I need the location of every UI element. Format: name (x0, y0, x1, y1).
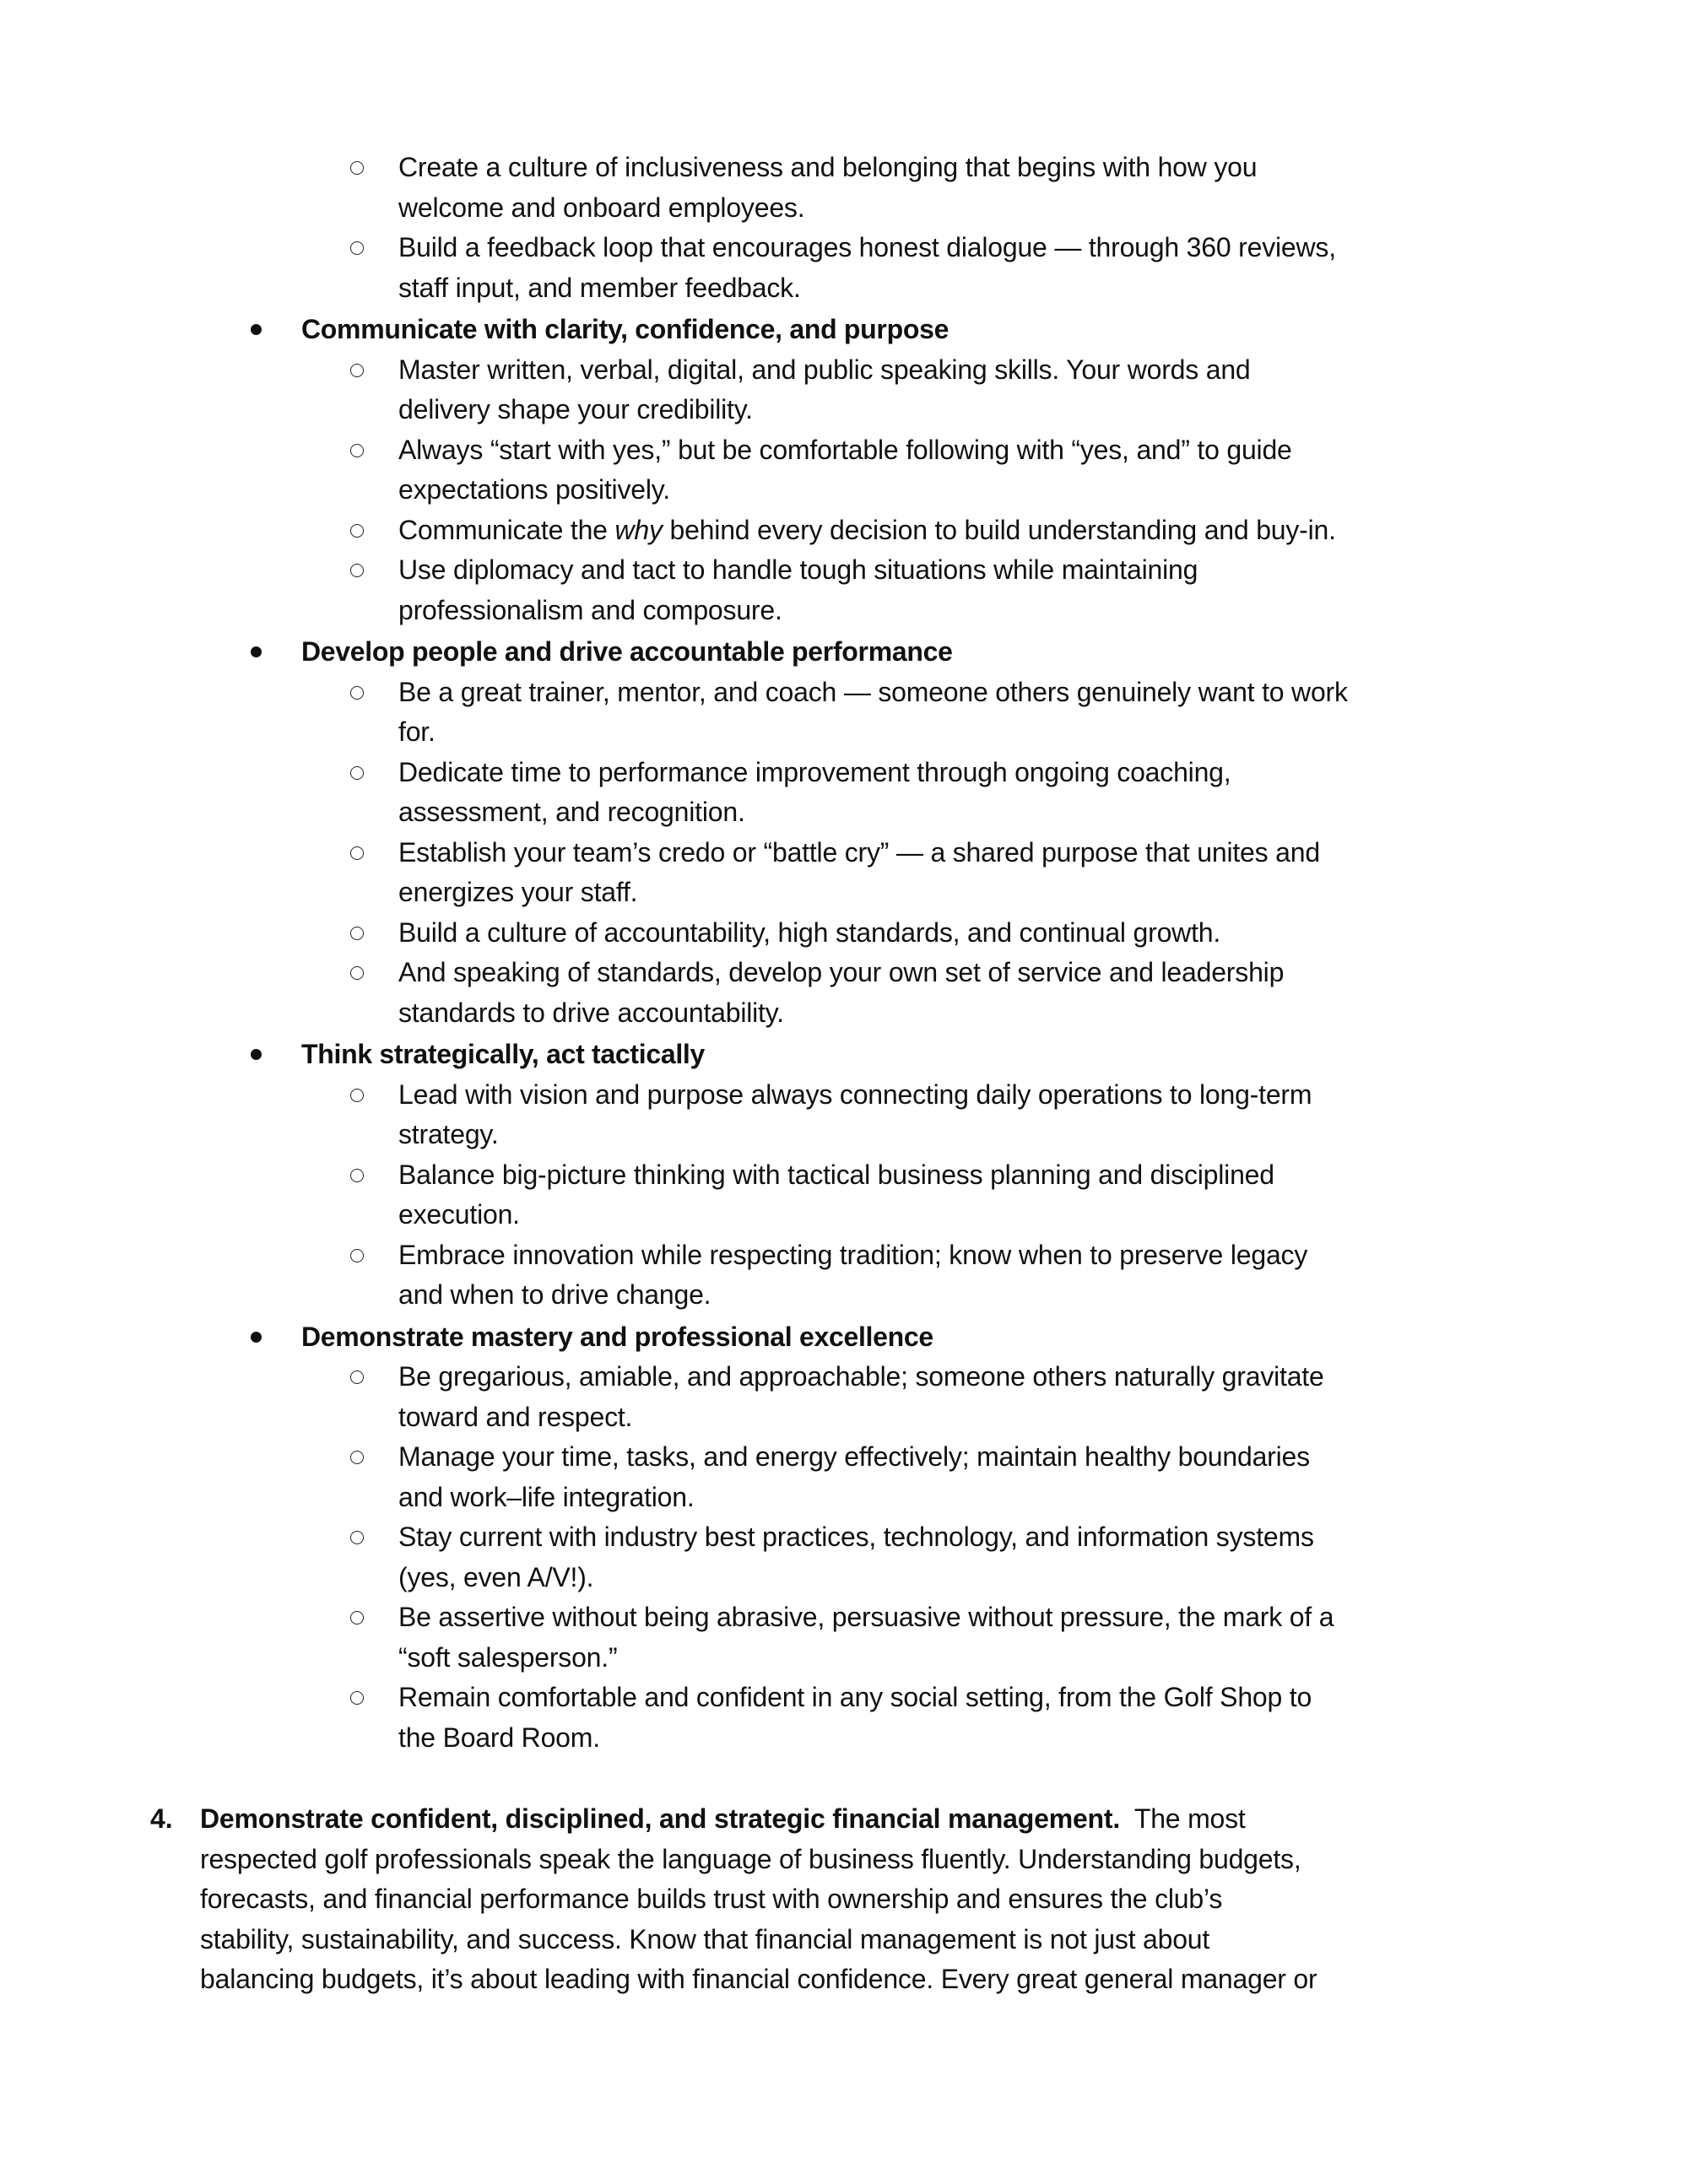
hollow-circle-bullet-icon (350, 686, 364, 700)
list-item-text: Be gregarious, amiable, and approachable; someone others naturally gravitate (398, 1361, 1324, 1392)
paragraph-line: respected golf professionals speak the language of business fluently. Understanding budgets, (200, 1843, 1301, 1874)
hollow-circle-bullet-icon (350, 444, 364, 457)
numbered-item-first-line (0, 1799, 1688, 1840)
list-item-text: Create a culture of inclusiveness and belonging that begins with how you (398, 152, 1258, 182)
list-item-text: Use diplomacy and tact to handle tough situations while maintaining (398, 554, 1198, 585)
list-item-text: for. (398, 716, 436, 747)
list-item-text: Manage your time, tasks, and energy effectively; maintain healthy boundaries (398, 1441, 1310, 1472)
list-item (0, 673, 1688, 753)
hollow-circle-bullet-icon (350, 524, 364, 538)
list-item-text: Balance big-picture thinking with tactical business planning and disciplined (398, 1159, 1274, 1190)
text-run: Communicate the (398, 514, 615, 545)
hollow-circle-bullet-icon (350, 564, 364, 577)
list-item (0, 511, 1688, 551)
list-item (0, 228, 1688, 308)
numbered-item-financial-management (0, 1799, 1688, 2000)
list-item-text: toward and respect. (398, 1401, 633, 1432)
hollow-circle-bullet-icon (350, 846, 364, 860)
list-item-text: Stay current with industry best practices, technology, and information systems (398, 1522, 1314, 1552)
emphasis-why: why (614, 514, 663, 545)
list-item (0, 1437, 1688, 1517)
hollow-circle-bullet-icon (350, 1169, 364, 1182)
list-item (0, 350, 1688, 430)
list-item (0, 1075, 1688, 1155)
section-develop-people (0, 632, 1688, 1033)
list-item-text: and work–life integration. (398, 1481, 695, 1512)
hollow-circle-bullet-icon (350, 1089, 364, 1102)
list-item-text: Be a great trainer, mentor, and coach — someone others genuinely want to work (398, 676, 1348, 707)
bold-lead: Demonstrate confident, disciplined, and strategic financial management. (200, 1803, 1121, 1834)
list-item (0, 1235, 1688, 1316)
paragraph-line: stability, sustainability, and success. Know that financial management is not just about (200, 1923, 1210, 1954)
list-item-text: energizes your staff. (398, 877, 638, 907)
hollow-circle-bullet-icon (350, 364, 364, 377)
list-item-text: Establish your team’s credo or “battle cry” — a shared purpose that unites and (398, 836, 1320, 868)
hollow-circle-bullet-icon (350, 766, 364, 780)
text-run: The most (1120, 1803, 1246, 1834)
list-item-text: Build a feedback loop that encourages honest dialogue — through 360 reviews, (398, 232, 1336, 262)
list-item-text: the Board Room. (398, 1722, 600, 1753)
filled-bullet-icon (251, 1332, 262, 1343)
filled-bullet-icon (251, 324, 262, 335)
hollow-circle-bullet-icon (350, 1691, 364, 1705)
list-item (0, 148, 1688, 228)
list-item (0, 753, 1688, 833)
list-item (0, 550, 1688, 630)
list-item (0, 1155, 1688, 1235)
list-item-text: execution. (398, 1199, 520, 1230)
list-item-text: Always “start with yes,” but be comfortable following with “yes, and” to guide (398, 434, 1292, 465)
list-item-text: assessment, and recognition. (398, 797, 745, 827)
hollow-circle-bullet-icon (350, 966, 364, 980)
list-item-text: (yes, even A/V!). (398, 1561, 594, 1592)
hollow-circle-bullet-icon (350, 1531, 364, 1544)
list-item-text: standards to drive accountability. (398, 997, 784, 1028)
section-communicate (0, 310, 1688, 630)
list-item-text: strategy. (398, 1119, 499, 1149)
hollow-circle-bullet-icon (350, 161, 364, 175)
section-heading: Demonstrate mastery and professional excellence (301, 1321, 933, 1352)
list-item-text: Master written, verbal, digital, and public speaking skills. Your words and (398, 354, 1251, 385)
text-run: behind every decision to build understanding and buy-in. (662, 514, 1336, 545)
section-heading: Develop people and drive accountable performance (301, 636, 953, 667)
list-item (0, 430, 1688, 511)
list-item-text: Dedicate time to performance improvement through ongoing coaching, (398, 756, 1231, 787)
list-item-text: Remain comfortable and confident in any social setting, from the Golf Shop to (398, 1682, 1312, 1712)
list-item (0, 1357, 1688, 1437)
hollow-circle-bullet-icon (350, 1451, 364, 1464)
paragraph-line: balancing budgets, it’s about leading with financial confidence. Every great general manager or (200, 1964, 1317, 1994)
hollow-circle-bullet-icon (350, 1611, 364, 1624)
list-item-text: Build a culture of accountability, high standards, and continual growth. (398, 916, 1221, 948)
list-item-text: Lead with vision and purpose always connecting daily operations to long-term (398, 1078, 1312, 1110)
list-item-text: delivery shape your credibility. (398, 394, 753, 424)
list-item-text: professionalism and composure. (398, 594, 782, 625)
list-item-text: expectations positively. (398, 474, 670, 505)
list-item (0, 1678, 1688, 1758)
list-item-text: Be assertive without being abrasive, persuasive without pressure, the mark of a (398, 1602, 1334, 1632)
list-item (0, 833, 1688, 913)
filled-bullet-icon (251, 646, 262, 657)
list-item-text: and when to drive change. (398, 1279, 711, 1310)
list-item-text: And speaking of standards, develop your own set of service and leadership (398, 957, 1285, 987)
hollow-circle-bullet-icon (350, 1370, 364, 1384)
list-item-text: welcome and onboard employees. (398, 192, 805, 223)
list-item-text: “soft salesperson.” (398, 1641, 618, 1673)
list-item (0, 953, 1688, 1033)
list-item-text (0, 511, 1688, 551)
list-item (0, 1517, 1688, 1597)
hollow-circle-bullet-icon (350, 241, 364, 255)
list-item-text: staff input, and member feedback. (398, 272, 801, 303)
paragraph-line: forecasts, and financial performance builds trust with ownership and ensures the club’s (200, 1884, 1223, 1914)
section-heading: Communicate with clarity, confidence, and purpose (301, 314, 950, 344)
list-item-text: Embrace innovation while respecting tradition; know when to preserve legacy (398, 1239, 1308, 1270)
document-body (0, 148, 1688, 2000)
section-mastery (0, 1317, 1688, 1759)
section-heading: Think strategically, act tactically (301, 1039, 706, 1069)
hollow-circle-bullet-icon (350, 1249, 364, 1262)
hollow-circle-bullet-icon (350, 927, 364, 940)
filled-bullet-icon (251, 1049, 262, 1060)
section-think-strategically (0, 1035, 1688, 1316)
list-item (0, 913, 1688, 954)
list-number: 4. (150, 1803, 173, 1834)
list-item (0, 1597, 1688, 1678)
